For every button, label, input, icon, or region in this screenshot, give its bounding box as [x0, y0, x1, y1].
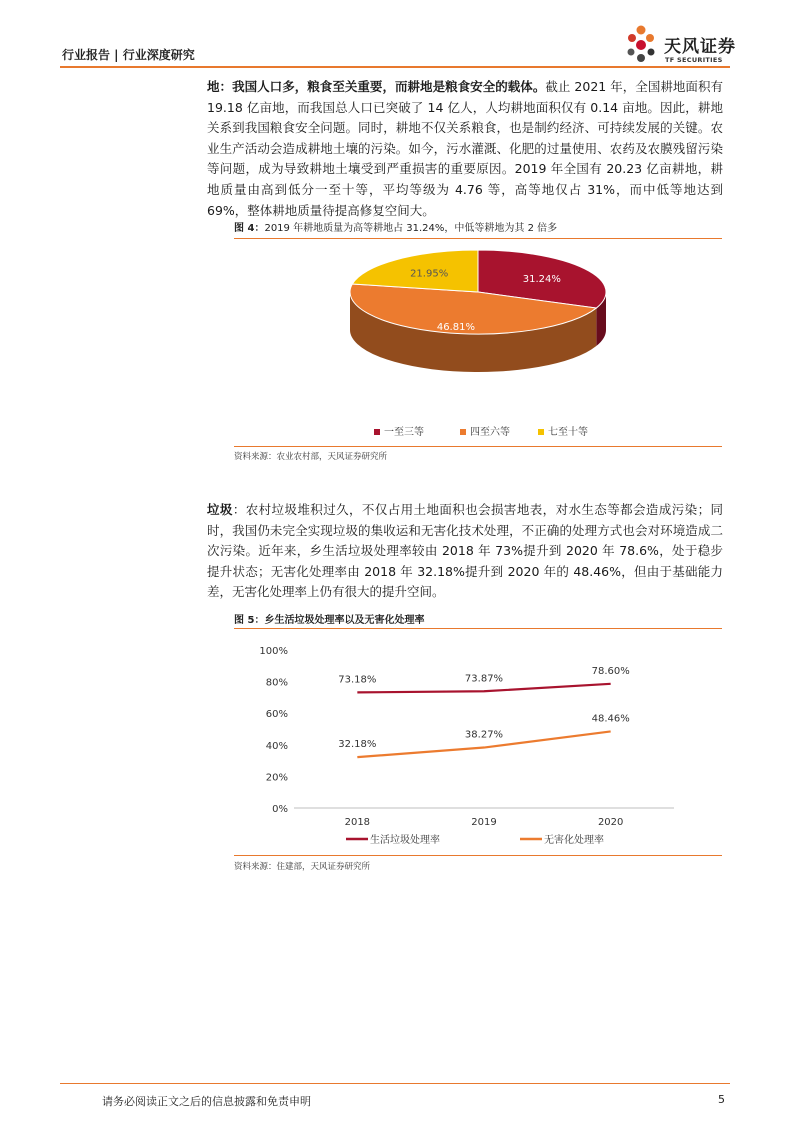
- figure-4-label: 图 4：: [234, 223, 265, 234]
- header-divider: [60, 66, 730, 68]
- logo-mark-icon: [624, 24, 662, 70]
- farmland-paragraph: [207, 77, 723, 221]
- figure-5-bottom-rule: [234, 855, 722, 856]
- series-2-data-label: 48.46%: [591, 713, 630, 725]
- legend-label-2: 无害化处理率: [544, 835, 604, 846]
- series-2-data-label: 32.18%: [338, 739, 377, 751]
- farmland-quality-pie-chart: [234, 240, 722, 445]
- pie-legend-swatch-3: [538, 429, 544, 435]
- garbage-paragraph: [207, 500, 723, 603]
- series-1-data-label: 73.18%: [338, 674, 377, 686]
- tf-securities-logo: [624, 24, 744, 72]
- farmland-paragraph-body: 截止 2021 年，全国耕地面积有 19.18 亿亩地，而我国总人口已突破了 14 亿人，人均耕地面积仅有 0.14 亩地。因此，耕地关系到我国粮食安全问题。同时，耕地不仅关系粮食，也是制约经济、可持续发展的关键。农业生产活动会造成耕地土壤的污染。如今，污水灌溉、化肥的过量使用、农药及农膜残留污染等问题，成为导致耕地土壤受到严重损害的重要原因。2019 年全国有 20.23 亿亩耕地，耕地质量由高到低分一至十等，平均等级为 4.76 等，高等地仅占 31%，而中低等地达到 69%，整体耕地质量待提高修复空间大。: [207, 79, 723, 218]
- y-tick-label: 100%: [259, 646, 288, 657]
- footer-divider: [60, 1083, 730, 1084]
- legend-label-1: 生活垃圾处理率: [370, 835, 440, 846]
- series-1-data-label: 73.87%: [464, 673, 504, 685]
- y-tick-label: 80%: [265, 677, 288, 689]
- figure-4-source: 资料来源：农业农村部，天风证券研究所: [234, 452, 388, 462]
- figure-5-title: [234, 609, 722, 629]
- page-number: 5: [718, 1093, 725, 1106]
- garbage-treatment-line-chart: [234, 630, 722, 854]
- figure-4-caption: 2019 年耕地质量为高等耕地占 31.24%，中低等耕地为其 2 倍多: [264, 223, 558, 234]
- y-tick-label: 0%: [272, 804, 288, 815]
- footer-disclaimer: 请务必阅读正文之后的信息披露和免责申明: [102, 1095, 311, 1108]
- pie-legend-label-3: 七至十等: [548, 427, 588, 438]
- figure-4-bottom-rule: [234, 446, 722, 447]
- y-tick-label: 60%: [265, 709, 288, 721]
- pie-chart-svg: [234, 240, 722, 445]
- report-type-header: 行业报告 | 行业深度研究: [62, 48, 195, 62]
- pie-legend-label-1: 一至三等: [384, 427, 424, 438]
- series-line-1: [357, 684, 610, 693]
- pie-value-label-2: 46.81%: [436, 322, 475, 334]
- pie-legend-swatch-2: [460, 429, 466, 435]
- y-tick-label: 20%: [265, 772, 288, 784]
- series-2-data-label: 38.27%: [464, 729, 504, 741]
- garbage-paragraph-body: ：农村垃圾堆积过久，不仅占用土地面积也会损害地表，对水生态等都会造成污染；同时，我国仍未完全实现垃圾的集收运和无害化技术处理，不正确的处理方式也会对环境造成二次污染。近年来，乡生活垃圾处理率较由 2018 年 73%提升到 2020 年 78.6%，处于稳步提升状态；无害化处理率由 2018 年 32.18%提升到 2020 年的 48.46%，但由于基础能力差，无害化处理率上仍有很大的提升空间。: [207, 502, 723, 600]
- logo-text-cn: 天风证券: [664, 37, 736, 57]
- figure-5-caption: 乡生活垃圾处理率以及无害化处理率: [264, 615, 425, 626]
- logo-text-en: TF SECURITIES: [665, 56, 723, 64]
- pie-slices: [350, 250, 606, 334]
- pie-legend-label-2: 四至六等: [470, 427, 510, 438]
- pie-legend: [374, 425, 588, 438]
- x-tick-label: 2019: [471, 817, 497, 828]
- x-tick-label: 2018: [344, 817, 371, 828]
- figure-5-top-rule: [234, 628, 722, 629]
- pie-legend-swatch-1: [374, 429, 380, 435]
- x-tick-label: 2020: [597, 817, 624, 828]
- series-1-data-label: 78.60%: [591, 665, 630, 677]
- figure-4-title: [234, 217, 722, 237]
- garbage-paragraph-lead: 垃圾: [207, 502, 233, 517]
- pie-value-label-1: 31.24%: [522, 273, 561, 285]
- figure-5-label: 图 5：: [234, 615, 265, 626]
- figure-5-source: 资料来源：住建部，天风证券研究所: [234, 862, 371, 872]
- y-tick-label: 40%: [265, 740, 288, 752]
- figure-4-top-rule: [234, 238, 722, 239]
- farmland-paragraph-lead: 地：我国人口多，粮食至关重要，而耕地是粮食安全的载体。: [207, 79, 546, 94]
- line-chart-svg: [234, 630, 722, 854]
- pie-value-label-3: 21.95%: [410, 268, 449, 280]
